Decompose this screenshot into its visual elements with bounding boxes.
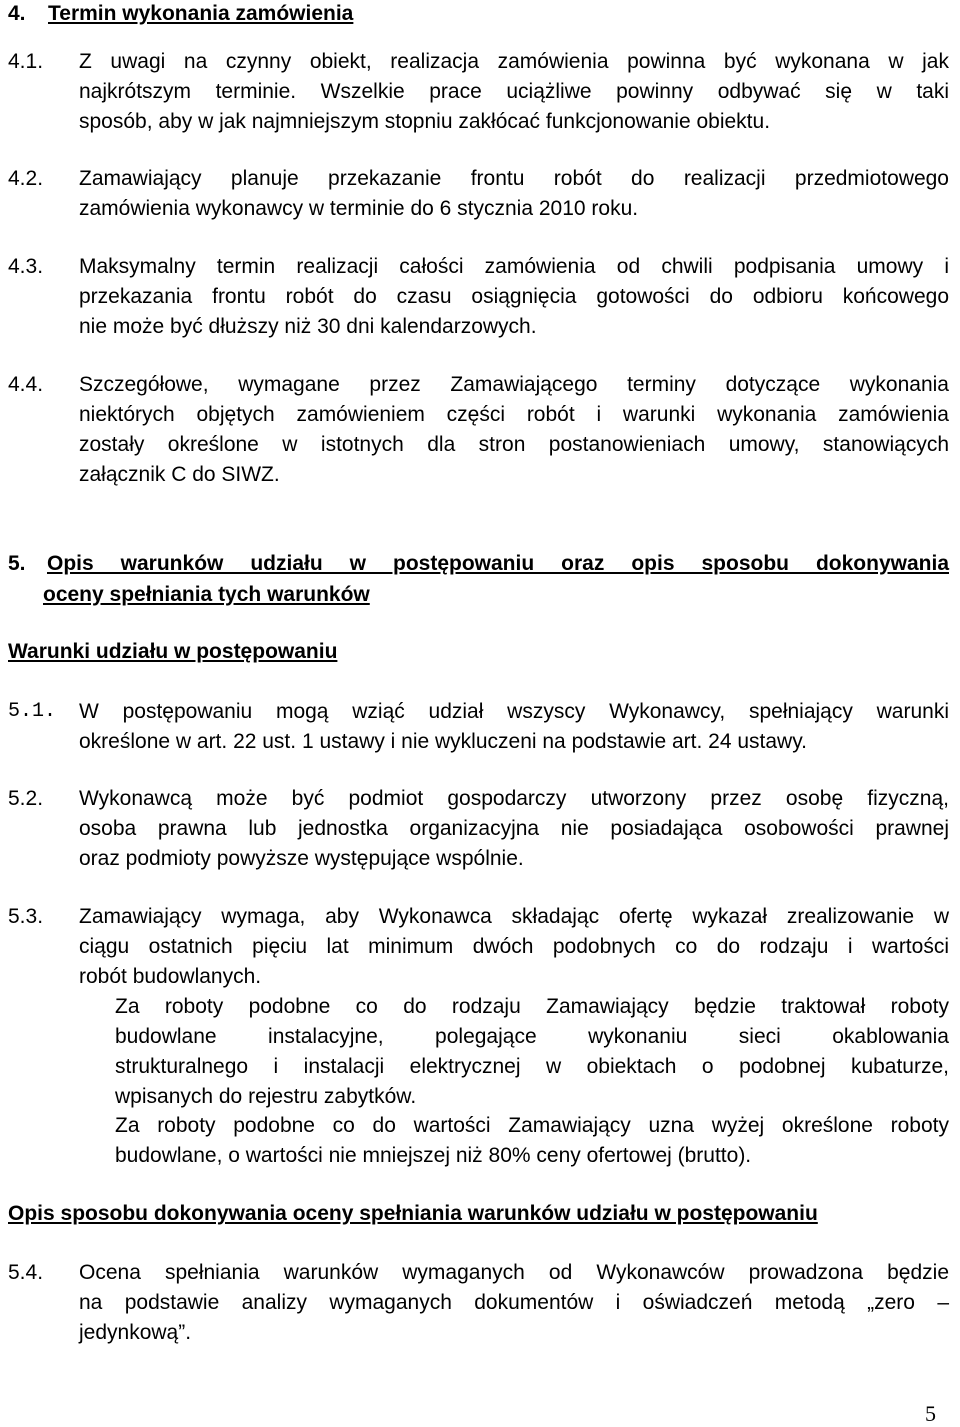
item-text-line: robót budowlanych.	[79, 965, 262, 988]
note-text-line: wpisanych do rejestru zabytków.	[115, 1085, 417, 1108]
note-text-line: budowlane instalacyjne, polegające wykonaniu sieci okablowania	[115, 1025, 949, 1048]
item-text-line: osoba prawna lub jednostka organizacyjna nie posiadająca osobowości prawnej	[79, 817, 949, 840]
item-text-line: Wykonawcą może być podmiot gospodarczy utworzony przez osobę fizyczną,	[79, 787, 949, 810]
item-text-line: Z uwagi na czynny obiekt, realizacja zamówienia powinna być wykonana w jak	[79, 50, 949, 73]
subheading-evaluation-method: Opis sposobu dokonywania oceny spełniania warunków udziału w postępowaniu	[8, 1202, 818, 1225]
item-text-line: zostały określone w istotnych dla stron postanowieniach umowy, stanowiących	[79, 433, 949, 456]
item-text-line: Maksymalny termin realizacji całości zamówienia od chwili podpisania umowy i	[79, 255, 949, 278]
item-text-line: Szczegółowe, wymagane przez Zamawiającego terminy dotyczące wykonania	[79, 373, 949, 396]
item-text-line: Ocena spełniania warunków wymaganych od Wykonawców prowadzona będzie	[79, 1261, 949, 1284]
note-text-line: budowlane, o wartości nie mniejszej niż 80% ceny ofertowej (brutto).	[115, 1144, 752, 1167]
item-text-line: określone w art. 22 ust. 1 ustawy i nie wykluczeni na podstawie art. 24 ustawy.	[79, 730, 807, 753]
item-text-line: sposób, aby w jak najmniejszym stopniu zakłócać funkcjonowanie obiektu.	[79, 110, 771, 133]
item-number: 4.3.	[8, 255, 44, 278]
section-4-title: Termin wykonania zamówienia	[48, 2, 354, 25]
item-text-line: Zamawiający planuje przekazanie frontu robót do realizacji przedmiotowego	[79, 167, 949, 190]
section-5-title-line1: Opis warunków udziału w postępowaniu oraz opis sposobu dokonywania	[47, 552, 949, 575]
item-number: 5.1.	[8, 700, 57, 723]
item-text-line: W postępowaniu mogą wziąć udział wszyscy Wykonawcy, spełniający warunki	[79, 700, 949, 723]
item-text-line: na podstawie analizy wymaganych dokumentów i oświadczeń metodą „zero –	[79, 1291, 949, 1314]
section-4-number: 4.	[8, 2, 26, 25]
item-number: 5.2.	[8, 787, 44, 810]
item-text-line: nie może być dłuższy niż 30 dni kalendarzowych.	[79, 315, 537, 338]
item-number: 4.1.	[8, 50, 44, 73]
item-text-line: załącznik C do SIWZ.	[79, 463, 280, 486]
item-text-line: przekazania frontu robót do czasu osiągnięcia gotowości do odbioru końcowego	[79, 285, 949, 308]
item-number: 4.2.	[8, 167, 44, 190]
item-text-line: zamówienia wykonawcy w terminie do 6 stycznia 2010 roku.	[79, 197, 639, 220]
note-text-line: Za roboty podobne co do rodzaju Zamawiający będzie traktował roboty	[115, 995, 949, 1018]
section-5-number: 5.	[8, 552, 26, 575]
item-number: 5.4.	[8, 1261, 44, 1284]
item-text-line: Zamawiający wymaga, aby Wykonawca składając ofertę wykazał zrealizowanie w	[79, 905, 949, 928]
item-number: 4.4.	[8, 373, 44, 396]
item-text-line: oraz podmioty powyższe występujące wspólnie.	[79, 847, 524, 870]
subheading-participation-conditions: Warunki udziału w postępowaniu	[8, 640, 338, 663]
item-text-line: jedynkową”.	[79, 1321, 192, 1344]
item-text-line: niektórych objętych zamówieniem części robót i warunki wykonania zamówienia	[79, 403, 949, 426]
item-text-line: ciągu ostatnich pięciu lat minimum dwóch podobnych co do rodzaju i wartości	[79, 935, 949, 958]
section-5-title-line2: oceny spełniania tych warunków	[43, 583, 370, 606]
item-text-line: najkrótszym terminie. Wszelkie prace uciążliwe powinny odbywać się w taki	[79, 80, 949, 103]
page-number: 5	[925, 1401, 936, 1426]
note-text-line: Za roboty podobne co do wartości Zamawiający uzna wyżej określone roboty	[115, 1114, 949, 1137]
item-number: 5.3.	[8, 905, 44, 928]
note-text-line: strukturalnego i instalacji elektrycznej w obiektach o podobnej kubaturze,	[115, 1055, 949, 1078]
